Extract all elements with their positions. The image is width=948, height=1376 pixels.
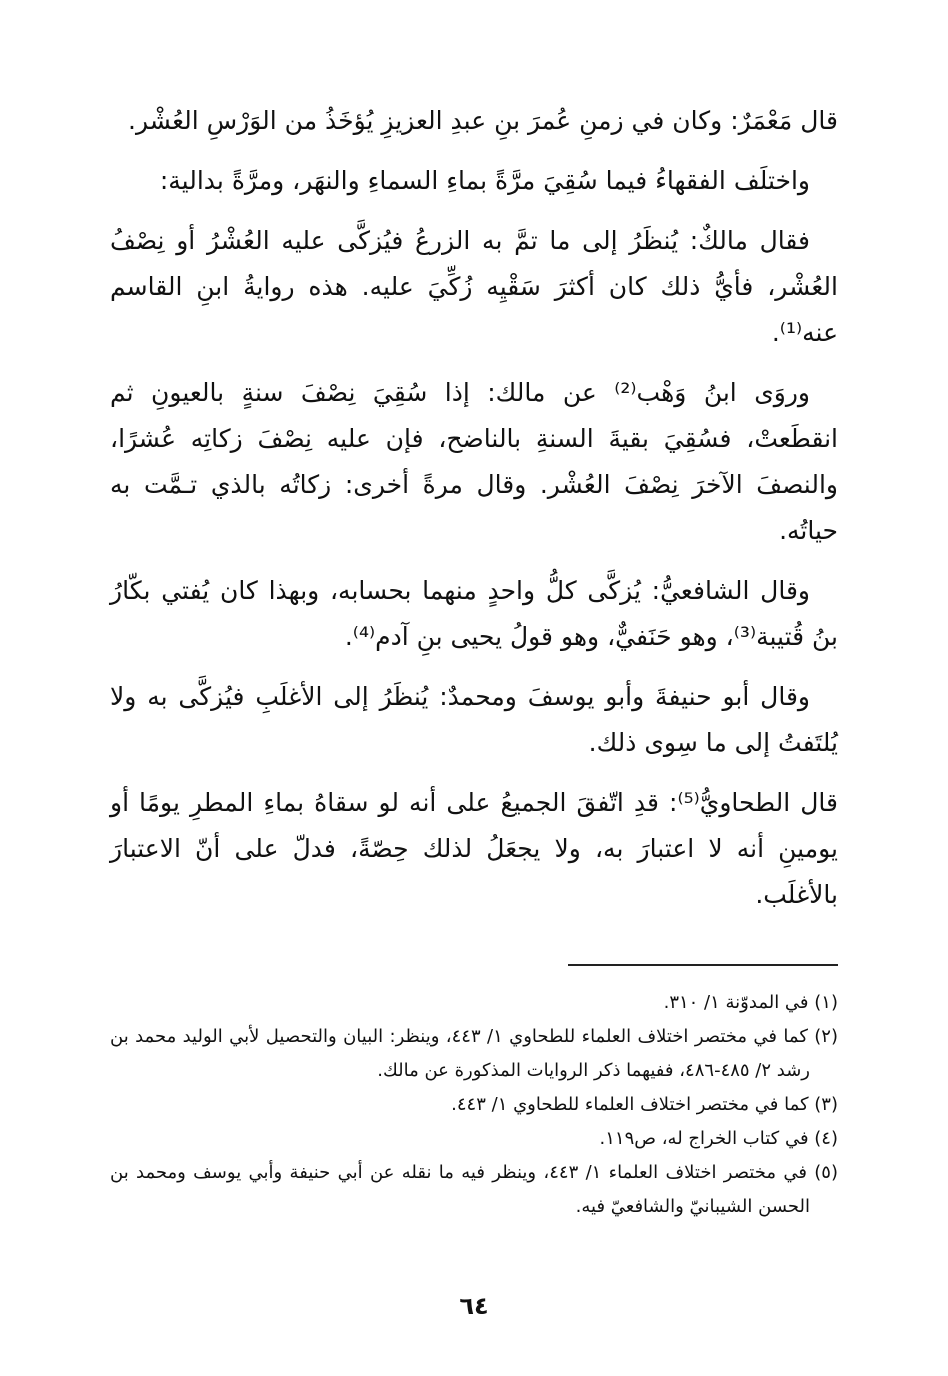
paragraph-fuqaha-disagreement: واختلَف الفقهاءُ فيما سُقِيَ مرَّةً بماءِ السماءِ والنهَر، ومرَّةً بدالية: [159,166,810,195]
paragraph-shafii-opinion: وقال الشافعيُّ: يُزكَّى كلُّ واحدٍ منهما بحسابه، وبهذا كان يُفتي بكّارُ بنُ قُتيبة⁽³⁾، وهو حَنَفيٌّ، وهو قولُ يحيى بنِ آدم⁽⁴⁾. [110,576,838,651]
paragraph-tahawi-opinion: قال الطحاويُّ⁽⁵⁾: قدِ اتّفقَ الجميعُ على أنه لو سقاهُ بماءِ المطرِ يومًا أو يومينِ أنه لا اعتبارَ به، ولا يجعَلُ لذلك حِصّةً، فدلّ على أنّ الاعتبارَ بالأغلَب. [110,788,838,909]
footnotes-section [110,986,838,1224]
page-number: ٦٤ [459,1292,489,1320]
paragraph-muamar: قال مَعْمَرٌ: وكان في زمنِ عُمرَ بنِ عبدِ العزيزِ يُؤخَذُ من الوَرْسِ العُشْر. [128,106,838,135]
main-text-body [110,98,838,932]
paragraph-ibn-wahb-narration: وروَى ابنُ وَهْب⁽²⁾ عن مالك: إذا سُقِيَ نِصْفَ سنةٍ بالعيونِ ثم انقطَعتْ، فسُقِيَ بقيةَ السنةِ بالناضح، فإن عليه نِصْفَ زكاتِه عُشرًا، والنصفَ الآخرَ نِصْفَ العُشْر. وقال مرةً أخرى: زكاتُه بالذي تـمَّت به حياتُه. [110,378,838,545]
footnote-2: (٢) كما في مختصر اختلاف العلماء للطحاوي ١/ ٤٤٣، وينظر: البيان والتحصيل لأبي الوليد محمد بن رشد ٢/ ٤٨٥-٤٨٦، ففيهما ذكر الروايات المذكورة عن مالك. [110,1026,838,1081]
footnote-5: (٥) في مختصر اختلاف العلماء ١/ ٤٤٣، وينظر فيه ما نقله عن أبي حنيفة وأبي يوسف ومحمد بن الحسن الشيبانيّ والشافعيّ فيه. [110,1162,838,1217]
footnote-4: (٤) في كتاب الخراج له، ص١١٩. [599,1128,838,1149]
footnote-1: (١) في المدوّنة ١/ ٣١٠. [663,992,838,1013]
paragraph-abu-hanifa-opinion: وقال أبو حنيفةَ وأبو يوسفَ ومحمدٌ: يُنظَرُ إلى الأغلَبِ فيُزكَّى به ولا يُلتَفتُ إلى ما سِوى ذلك. [110,682,838,757]
footnote-divider [568,964,838,966]
footnote-3: (٣) كما في مختصر اختلاف العلماء للطحاوي ١/ ٤٤٣. [451,1094,838,1115]
paragraph-malik-opinion: فقال مالكٌ: يُنظَرُ إلى ما تمَّ به الزرعُ فيُزكَّى عليه العُشْرُ أو نِصْفُ العُشْر، فأيُّ ذلك كان أكثرَ سَقْيِه زُكِّيَ عليه. هذه روايةُ ابنِ القاسم عنه⁽¹⁾. [110,226,838,347]
